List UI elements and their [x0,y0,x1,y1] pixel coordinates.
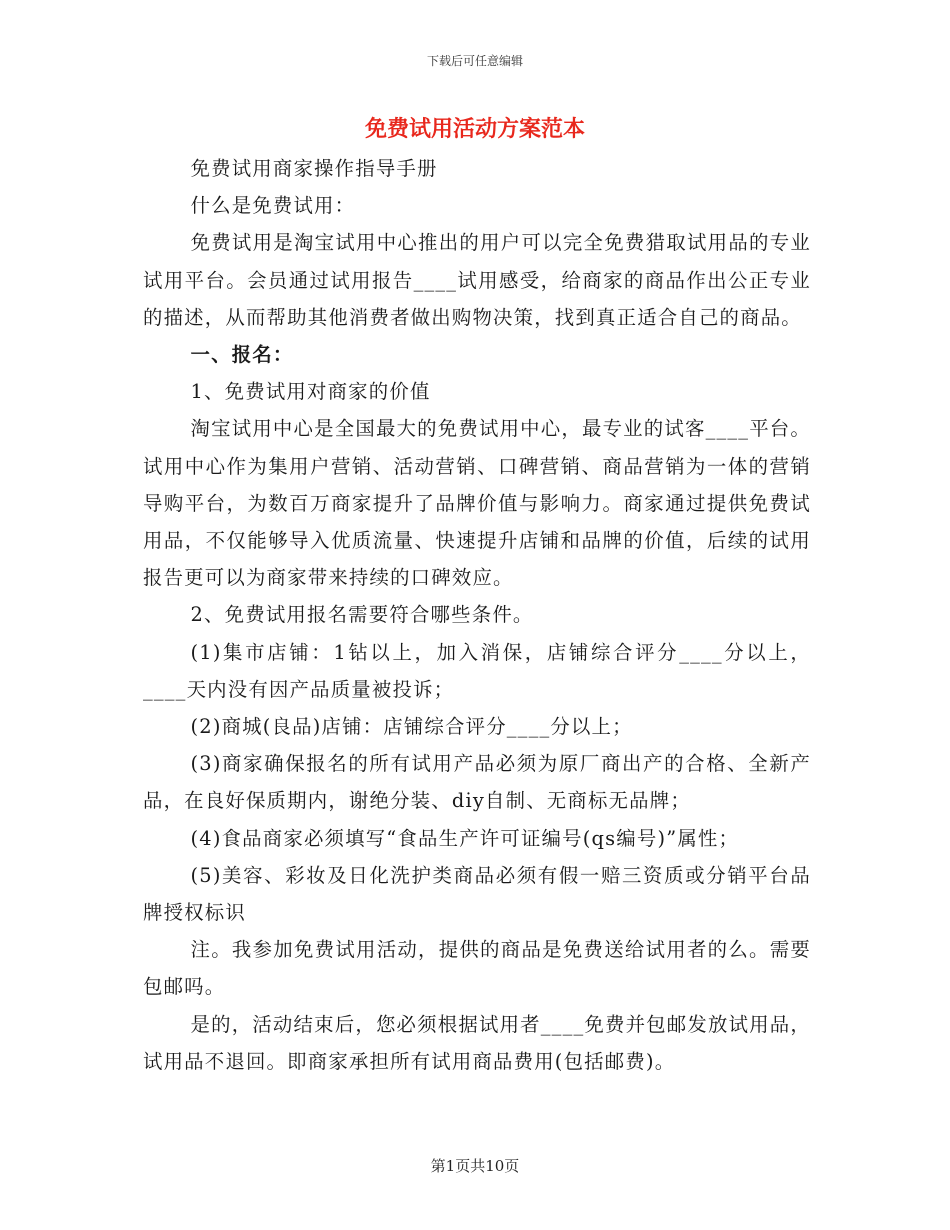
what-is-free-trial-heading: 什么是免费试用： [190,194,356,218]
condition-item-3: (3)商家确保报名的所有试用产品必须为原厂商出产的合格、全新产品，在良好保质期内，谢绝分装、diy自制、无商标无品牌； [143,752,811,813]
subsection-heading-value: 1、免费试用对商家的价值 [190,380,431,404]
page-number-footer: 第1页共10页 [430,1157,520,1175]
condition-item-1: (1)集市店铺：1钻以上，加入消保，店铺综合评分____分以上，____天内没有因产品质量被投诉； [143,640,811,701]
note-question-paragraph: 注。我参加免费试用活动，提供的商品是免费送给试用者的么。需要包邮吗。 [143,938,811,999]
subsection-heading-conditions: 2、免费试用报名需要符合哪些条件。 [190,603,534,627]
section-heading-registration: 一、报名： [190,343,294,367]
note-answer-paragraph: 是的，活动结束后，您必须根据试用者____免费并包邮发放试用品，试用品不退回。即商家承担所有试用商品费用(包括邮费)。 [143,1012,811,1073]
manual-title-paragraph: 免费试用商家操作指导手册 [190,157,438,180]
condition-item-5: (5)美容、彩妆及日化洗护类商品必须有假一赔三资质或分销平台品牌授权标识 [143,863,811,925]
condition-item-2: (2)商城(良品)店铺：店铺综合评分____分以上； [190,715,633,739]
condition-item-4: (4)食品商家必须填写“食品生产许可证编号(qs编号)”属性； [190,826,740,850]
value-description-paragraph: 淘宝试用中心是全国最大的免费试用中心，最专业的试客____平台。试用中心作为集用户营销、活动营销、口碑营销、商品营销为一体的营销导购平台，为数百万商家提升了品牌价值与影响力。商家通过提供免费试用品，不仅能够导入优质流量、快速提升店铺和品牌的价值，后续的试用报告更可以为商家带来持续的口碑效应。 [143,417,811,590]
document-title: 免费试用活动方案范本 [364,116,585,142]
free-trial-description-paragraph: 免费试用是淘宝试用中心推出的用户可以完全免费猎取试用品的专业试用平台。会员通过试用报告____试用感受，给商家的商品作出公正专业的描述，从而帮助其他消费者做出购物决策，找到真正适合自己的商品。 [143,231,811,329]
page-header-note: 下载后可任意编辑 [426,54,523,68]
document-body [143,150,811,1080]
